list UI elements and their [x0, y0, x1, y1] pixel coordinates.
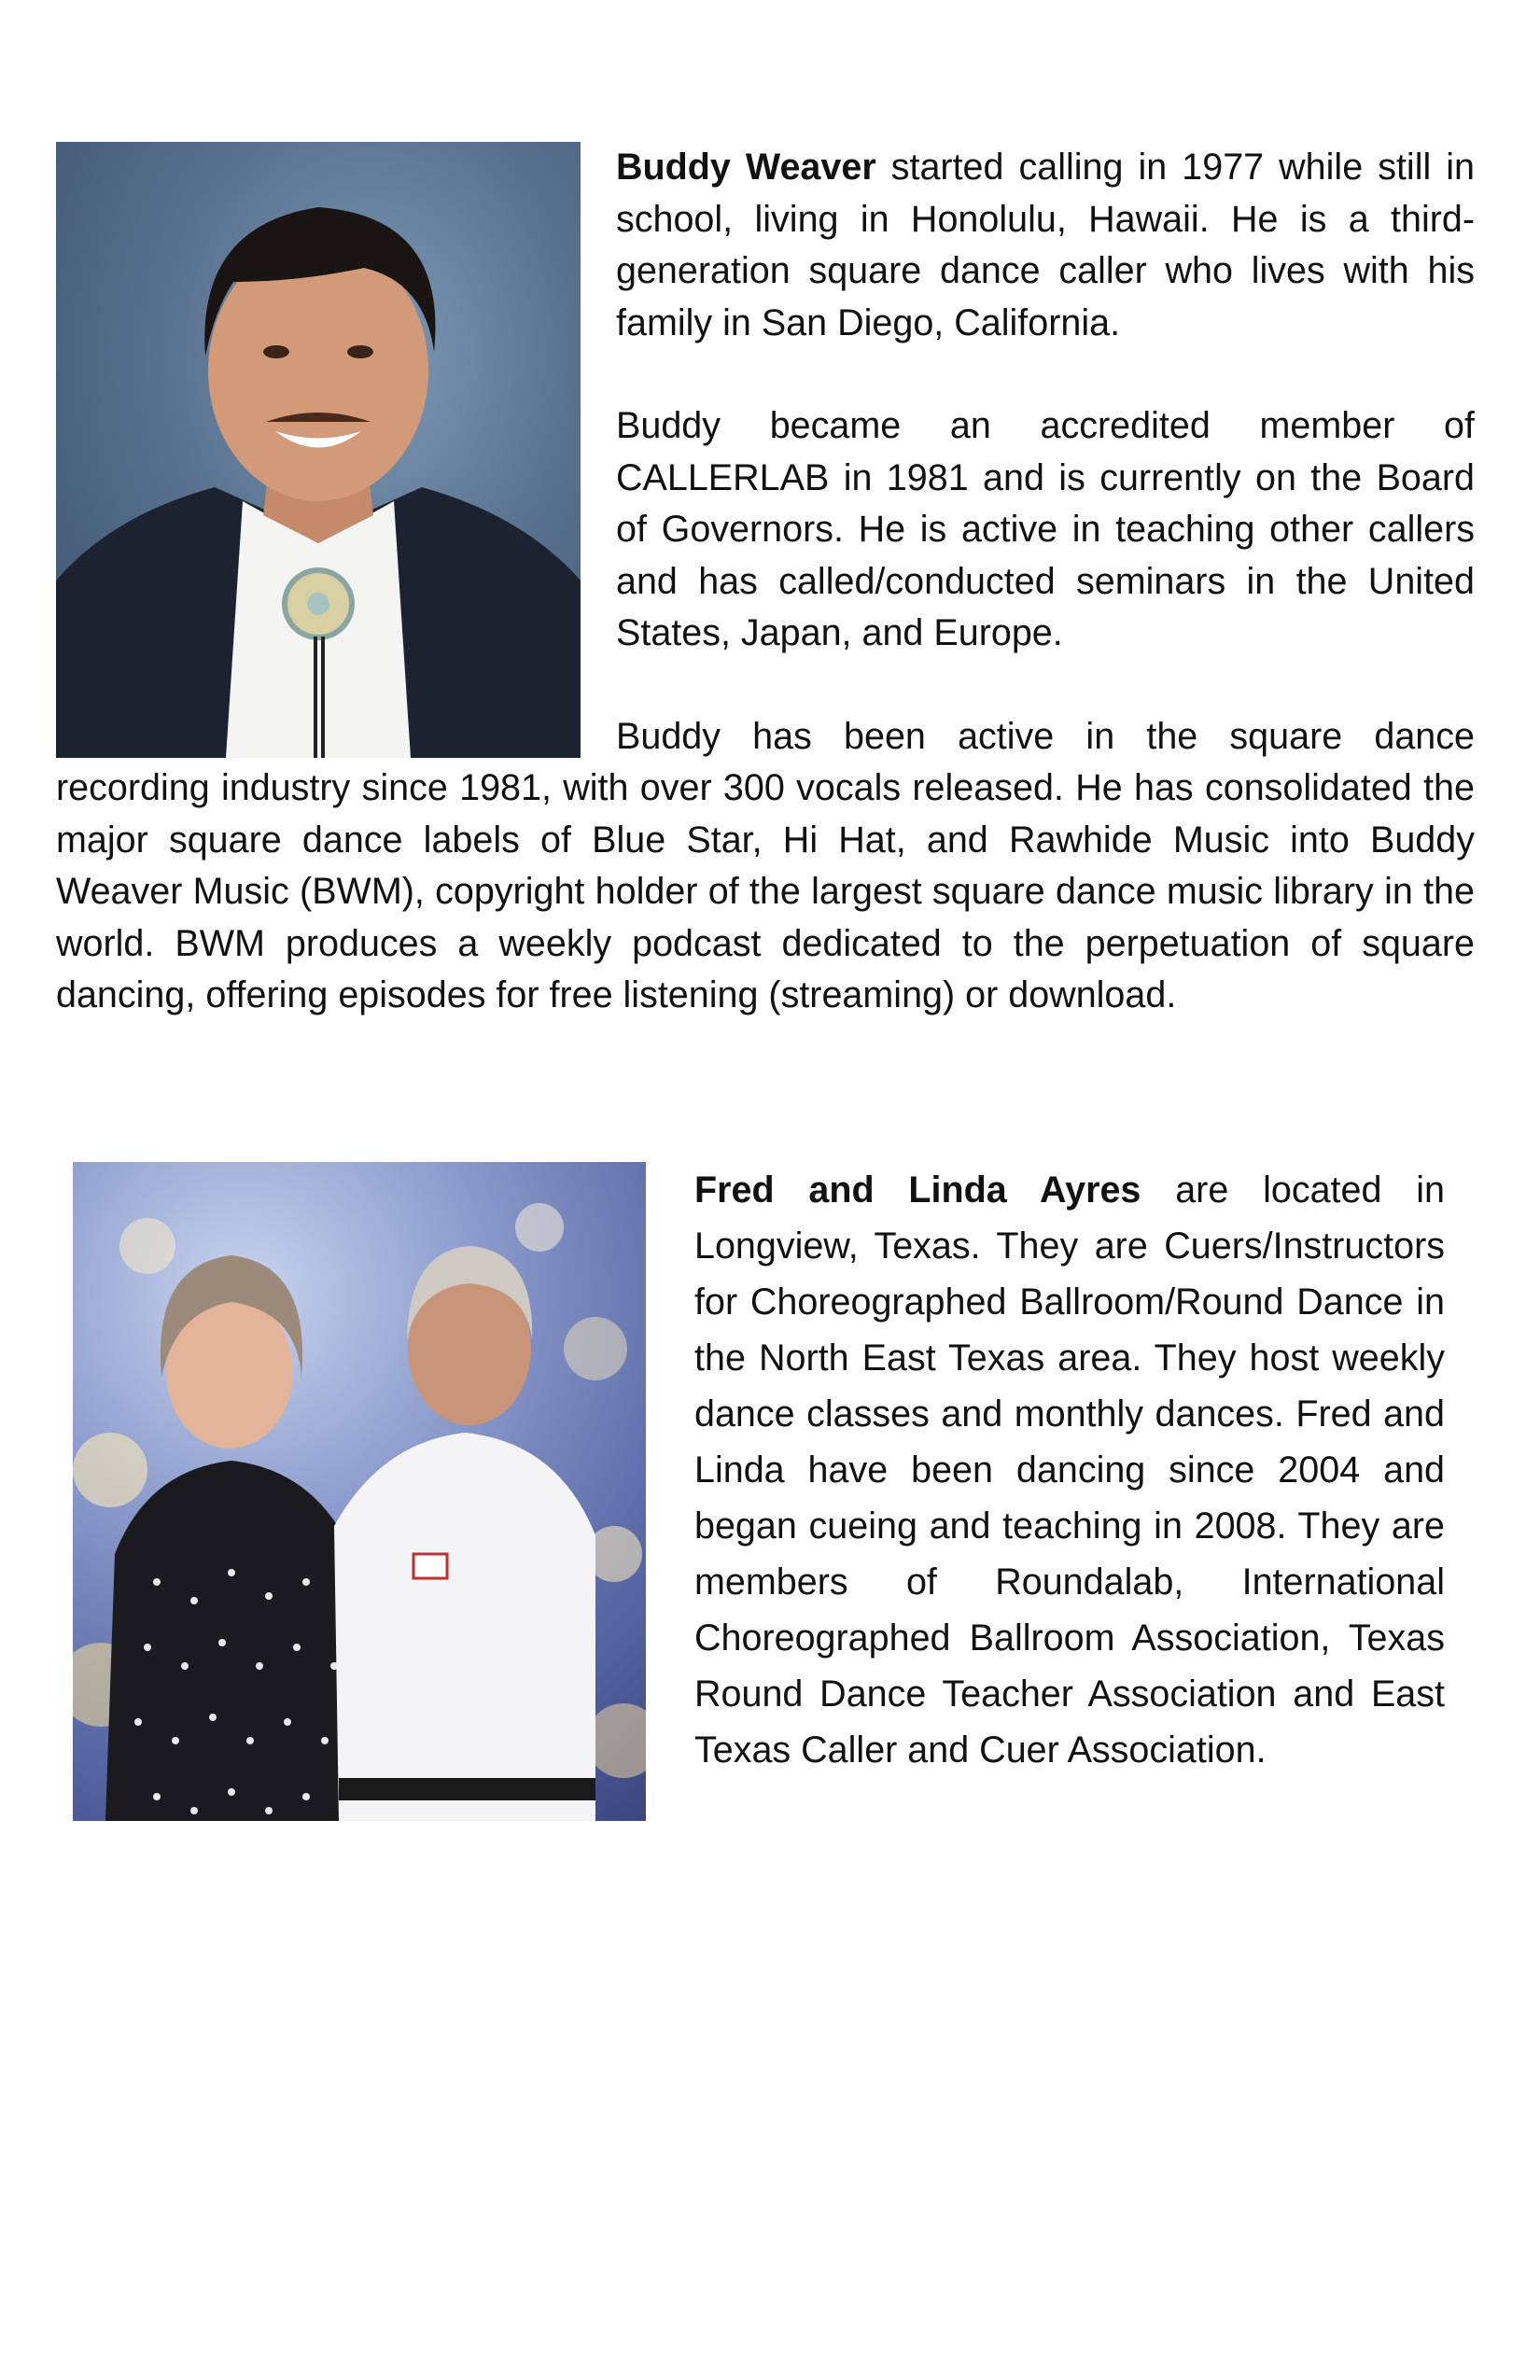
fred-linda-ayres-name: Fred and Linda Ayres	[694, 1169, 1141, 1211]
buddy-weaver-photo	[56, 142, 581, 758]
couple-photo-illustration	[73, 1162, 646, 1821]
fred-linda-ayres-text: are located in Longview, Texas. They are Cuers/Instructors for Choreographed Ballroom/Round Dance in the North East Texas area. They host weekly dance classes and monthly dances. Fred and Linda have been dancing since 2004 and began cueing and teaching in 2008. They are members of Roundalab, International Choreographed Ballroom Association, Texas Round Dance Teacher Association and East Texas Caller and Cuer Association.	[694, 1169, 1445, 1771]
buddy-weaver-paragraph-2: Buddy became an accredited member of CALLERLAB in 1981 and is currently on the Board of Governors. He is active in teaching other callers and has called/conducted seminars in the United States, Japan, and Europe.	[616, 405, 1475, 653]
portrait-illustration	[56, 142, 581, 758]
buddy-weaver-paragraph-3: Buddy has been active in the square dance recording industry since 1981, with over 300 vocals released. He has consolidated the major square dance labels of Blue Star, Hi Hat, and Rawhide Music into Buddy Weaver Music (BWM), copyright holder of the largest square dance music library in the world. BWM produces a weekly podcast dedicated to the perpetuation of square dancing, offering episodes for free listening (streaming) or download.	[56, 715, 1475, 1015]
buddy-weaver-section	[56, 142, 1475, 1022]
fred-linda-ayres-section	[73, 1162, 1445, 1821]
buddy-weaver-intro-text: started calling in 1977 while still in school, living in Honolulu, Hawaii. He is a third-generation square dance caller who lives with his family in San Diego, California.	[616, 147, 1476, 343]
fred-linda-ayres-photo	[73, 1162, 646, 1821]
buddy-weaver-name: Buddy Weaver	[616, 147, 876, 188]
